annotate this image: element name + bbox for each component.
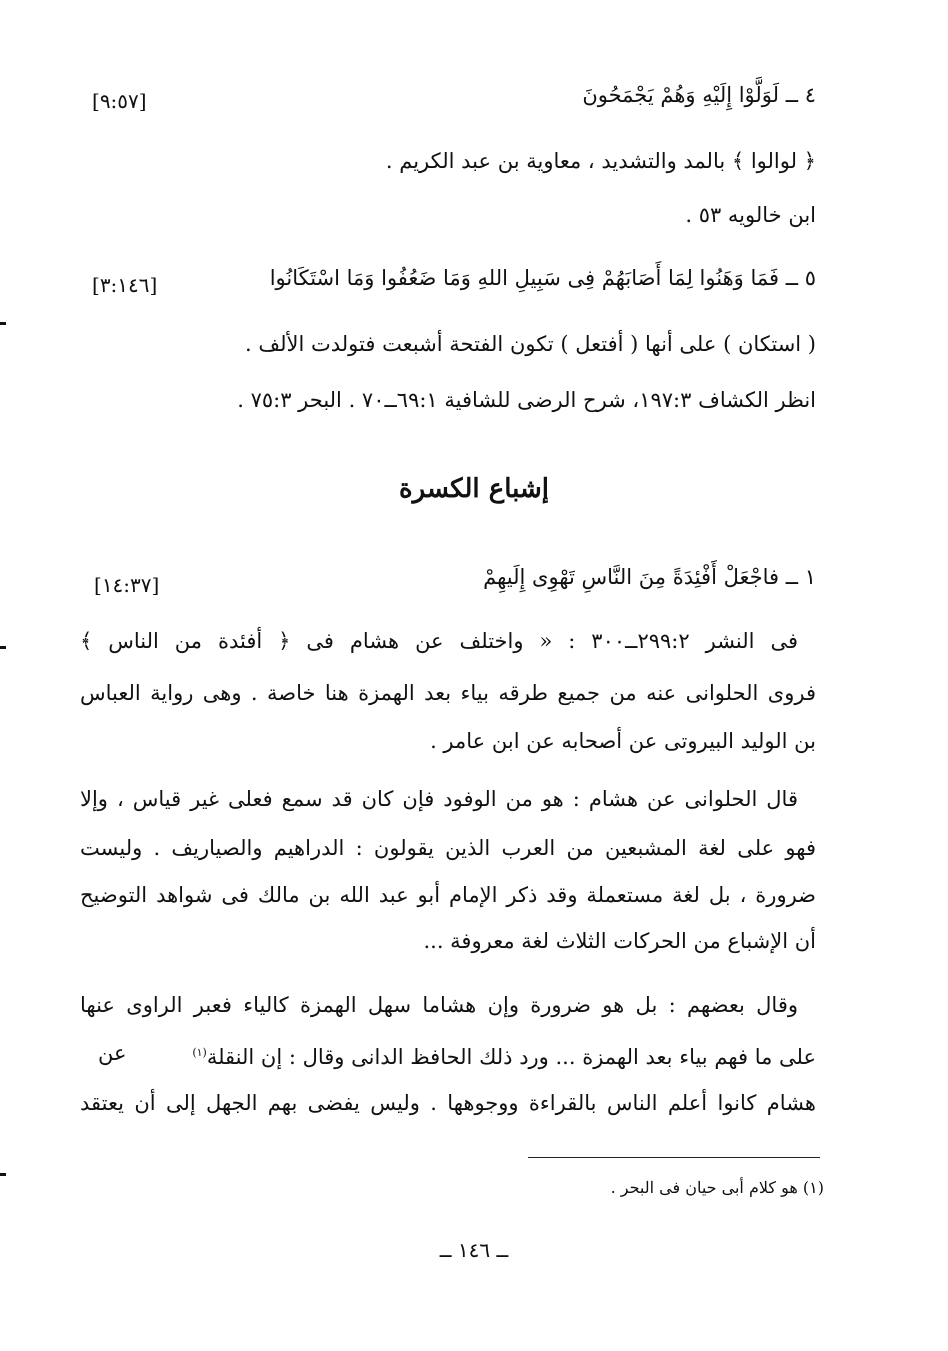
- verse-line: ٤ ــ لَوَلَّوْا إِلَيْهِ وَهُمْ يَجْمَحُونَ: [582, 83, 816, 107]
- margin-mark: [0, 322, 6, 325]
- note-line: ﴿ لوالوا ﴾ بالمد والتشديد ، معاوية بن عبد الكريم .: [385, 149, 816, 173]
- note-line: ( استكان ) على أنها ( أفتعل ) تكون الفتحة أشبعت فتولدت الألف .: [245, 332, 816, 356]
- verse-reference: [٩:٥٧]: [92, 89, 147, 113]
- note-line: ابن خالويه ٥٣ .: [685, 203, 816, 227]
- paragraph-line: هشام كانوا أعلم الناس بالقراءة ووجوهها . وليس يفضى بهم الجهل إلى أن يعتقد: [80, 1091, 816, 1115]
- paragraph-line: [80, 1038, 816, 1072]
- footnote: (١) هو كلام أبى حيان فى البحر .: [610, 1178, 824, 1197]
- paragraph-line: فروى الحلوانى عنه من جميع طرقه بياء بعد الهمزة هنا خاصة . وهى رواية العباس: [80, 681, 816, 705]
- paragraph-line: بن الوليد البيروتى عن أصحابه عن ابن عامر .: [430, 729, 816, 753]
- note-line: انظر الكشاف ١٩٧:٣، شرح الرضى للشافية ٦٩:١ــ٧٠ . البحر ٧٥:٣ .: [237, 388, 816, 412]
- margin-mark: [0, 1173, 6, 1176]
- paragraph-line-text: على ما فهم بياء بعد الهمزة ... ورد ذلك الحافظ الدانى وقال : إن النقلة: [206, 1045, 816, 1069]
- paragraph-line: ضرورة ، بل لغة مستعملة وقد ذكر الإمام أبو عبد الله بن مالك فى شواهد التوضيح: [80, 883, 816, 907]
- paragraph-line: أن الإشباع من الحركات الثلاث لغة معروفة ...: [423, 929, 816, 953]
- verse-line: ٥ ــ فَمَا وَهَنُوا لِمَا أَصَابَهُمْ فِى سَبِيلِ اللهِ وَمَا ضَعُفُوا وَمَا اسْتَكَانُوا: [269, 266, 816, 290]
- paragraph-line: فى النشر ٢٩٩:٢ــ٣٠٠ : « واختلف عن هشام فى ﴿ أفئدة من الناس ﴾: [80, 629, 798, 653]
- paragraph-line-tail: عن: [98, 1041, 127, 1065]
- paragraph-line: قال الحلوانى عن هشام : هو من الوفود فإن كان قد سمع فعلى غير قياس ، وإلا: [80, 787, 798, 811]
- verse-reference: [٣:١٤٦]: [92, 273, 158, 297]
- footnote-divider: [528, 1157, 820, 1158]
- paragraph-line: وقال بعضهم : بل هو ضرورة وإن هشاما سهل الهمزة كالياء فعبر الراوى عنها: [80, 993, 798, 1017]
- section-heading: إشباع الكسرة: [398, 474, 549, 504]
- margin-mark: [0, 646, 6, 649]
- verse-line: ١ ــ فاجْعَلْ أَفْئِدَةً مِنَ النَّاسِ تَهْوِى إِلَيهِمْ: [483, 565, 816, 589]
- paragraph-line: فهو على لغة المشبعين من العرب الذين يقولون : الدراهيم والصياريف . وليست: [80, 836, 816, 860]
- verse-reference: [١٤:٣٧]: [94, 573, 160, 597]
- footnote-marker: (١): [192, 1046, 207, 1059]
- page-number: ــ ١٤٦ ــ: [439, 1238, 509, 1262]
